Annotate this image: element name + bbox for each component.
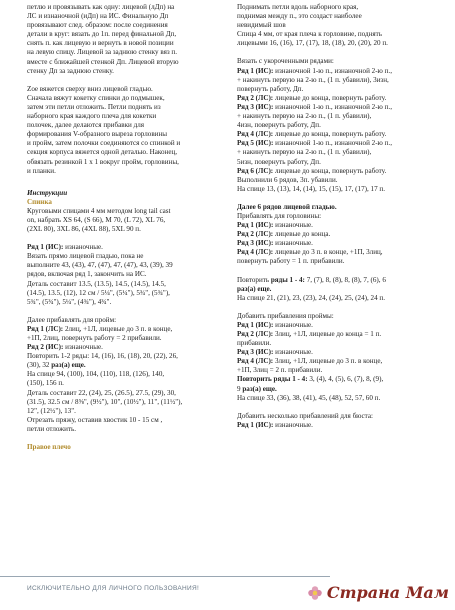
text-line: формирования V-образного выреза горловины bbox=[27, 130, 168, 139]
pickup-paragraph bbox=[237, 3, 437, 48]
short-rows-intro: Вязать с укороченными рядами: bbox=[237, 57, 334, 66]
stitch-total-paragraph bbox=[27, 370, 225, 434]
text-line: выполните 43, (43), 47, (47), 47, (47), 43, (39), 39 bbox=[27, 261, 173, 270]
text-line: петлю и провязывать как одну: лицевой (лДп) на bbox=[27, 3, 175, 11]
overview-paragraph bbox=[27, 85, 225, 176]
text-line: 12", (12½"), 13". bbox=[27, 406, 76, 415]
left-column bbox=[27, 3, 225, 452]
text-line: петли отложить. bbox=[27, 424, 77, 433]
instruction-row: Ряд 2 (ЛС): 3лиц, +1Л, лицевые до конца = 1 п. прибавили. bbox=[237, 330, 382, 348]
footer-divider bbox=[0, 576, 330, 577]
site-watermark bbox=[306, 582, 449, 604]
bust-intro: Добавить несколько прибавлений для бюста: bbox=[237, 411, 373, 420]
instruction-row: Ряд 4 (ЛС): 3лиц, +1Л, лицевые до 3 п. в конце, +1П, 3лиц = 2 п. прибавили. bbox=[237, 357, 383, 375]
text-line: Сначала вяжут кокетку спинки до подмышек, bbox=[27, 93, 165, 102]
right-column bbox=[237, 3, 437, 430]
instruction-row: Ряд 1 (ИС): изнаночной 1-ю п., изнаночной 2-ю п., + накинуть первую на 2-ю п., (1 п. убавили), 3изн, повернуть работу, Дп. bbox=[237, 66, 392, 93]
neck-intro: Прибавлять для горловины: bbox=[237, 211, 322, 220]
text-line: Поднимать петли вдоль наборного края, bbox=[237, 3, 359, 11]
text-line: (2XL 80), 3XL 86, (4XL 88), 5XL 90 п. bbox=[27, 225, 141, 234]
instruction-row: Ряд 2 (ЛС): лицевые до конца, повернуть работу. bbox=[237, 93, 387, 102]
text-line: поднимая между п., это создаст наиболее bbox=[237, 12, 362, 21]
instruction-row: Ряд 4 (ЛС): лицевые до 3 п. в конце, +1П, 3лиц, повернуть работу = 1 п. прибавили. bbox=[237, 248, 383, 266]
repeat-rows-end: (30), 32 раз(а) еще. bbox=[27, 361, 86, 370]
neck-repeat: Повторить ряды 1 - 4: 7, (7), 8, (8), 8, (8), 7, (6), 6 bbox=[237, 275, 386, 284]
watermark-text: Страна Мам bbox=[326, 583, 449, 603]
armhole-total: На спице 33, (36), 38, (41), 45, (48), 52, 57, 60 п. bbox=[237, 393, 381, 402]
armhole-intro: Добавить прибавления проймы: bbox=[237, 311, 334, 320]
neck-rows-list bbox=[237, 221, 437, 266]
row-2-purl: Ряд 2 (ИС): изнаночные. bbox=[27, 343, 103, 352]
neck-total: На спице 21, (21), 23, (23), 24, (24), 25, (24), 24 п. bbox=[237, 293, 385, 302]
instruction-row: Ряд 1 (ИС): изнаночные. bbox=[237, 320, 313, 329]
instruction-row: Ряд 6 (ЛС): лицевые до конца, повернуть работу. Выполнили 6 рядов, 3п. убавили. На спице 13, (13), 14, (14), 15, (15), 17, (17), 17 п. bbox=[237, 166, 387, 193]
straight-knit-paragraph bbox=[27, 252, 225, 307]
instruction-row: Ряд 5 (ИС): изнаночной 1-ю п., изнаночной 2-ю п., + накинуть первую на 2-ю п., (1 п. убавили), 5изн, повернуть работу, Дп. bbox=[237, 139, 392, 166]
right-shoulder-heading: Правое плечо bbox=[27, 443, 71, 452]
text-line: лицевыми 16, (16), 17, (17), 18, (18), 20, (20), 20 п. bbox=[237, 39, 388, 48]
text-line: 5¾", (5¾"), 5¼", (4¾"), 4¾". bbox=[27, 297, 112, 306]
text-line: невидимый шов bbox=[237, 21, 286, 30]
text-line: провязывают след. образом: после соединения bbox=[27, 21, 168, 30]
text-line: on, набрать XS 64, (S 66), M 70, (L 72), XL 76, bbox=[27, 215, 166, 224]
text-line: и планки. bbox=[27, 166, 56, 175]
footer-notice: ИСКЛЮЧИТЕЛЬНО ДЛЯ ЛИЧНОГО ПОЛЬЗОВАНИЯ! bbox=[27, 585, 200, 592]
neck-repeat-end: раз(а) еще. bbox=[237, 284, 272, 293]
instruction-row: Ряд 3 (ИС): изнаночной 1-ю п., изнаночной 2-ю п., + накинуть первую на 2-ю п., (1 п. убавили), 4изн, повернуть работу, Дп. bbox=[237, 102, 392, 130]
text-line: полочек, далее делаются прибавки для bbox=[27, 121, 144, 130]
text-line: стенку Дп за заднюю стенку. bbox=[27, 66, 114, 75]
text-line: Деталь составит 22, (24), 25, (26.5), 27.5, (29), 30, bbox=[27, 388, 176, 397]
text-line: Деталь составит 13.5, (13.5), 14.5, (14.5), 14.5, bbox=[27, 279, 166, 288]
armhole-rows-list bbox=[237, 321, 437, 376]
increase-intro: Далее прибавлять для пройм: bbox=[27, 315, 117, 324]
text-line: ЛС и изнаночной (иДп) на ИС. Финальную Дп bbox=[27, 12, 169, 21]
text-line: обвязать резинкой 1 х 1 вокруг пройм, горловины, bbox=[27, 157, 179, 166]
text-line: Вязать прямо лицевой гладью, пока не bbox=[27, 252, 144, 261]
instruction-row: Ряд 2 (ЛС): лицевые до конца. bbox=[237, 230, 331, 239]
text-line: На спице 94, (100), 104, (110), 118, (126), 140, bbox=[27, 370, 165, 379]
intro-paragraph bbox=[27, 3, 225, 76]
armhole-repeat-end: 9 раз(а) еще. bbox=[237, 384, 277, 393]
instruction-row: Ряд 3 (ИС): изнаночные. bbox=[237, 239, 313, 248]
short-rows-list bbox=[237, 67, 437, 194]
armhole-repeat: Повторить ряды 1 - 4: 3, (4), 4, (5), 6, (7), 8, (9), bbox=[237, 375, 384, 384]
instructions-heading: Инструкции bbox=[27, 188, 68, 197]
text-line: наборного края каждого плеча для кокетки bbox=[27, 112, 157, 121]
flower-logo-icon bbox=[306, 584, 324, 602]
text-line: и пройм, затем полочки соединяются со спинкой и bbox=[27, 139, 181, 148]
back-heading: Спинка bbox=[27, 197, 52, 206]
instruction-row: Ряд 3 (ИС): изнаночные. bbox=[237, 348, 313, 357]
text-line: Спица 4 мм, от края плеча к горловине, поднять bbox=[237, 30, 383, 39]
text-line: Отрезать пряжу, оставив хвостик 10 - 15 см , bbox=[27, 415, 163, 424]
text-line: (14.5), 13.5, (12), 12 см / 5¼", (5¼"), 5¾", (5¾"), bbox=[27, 288, 170, 297]
text-line: секция корпуса вяжется одной деталью. Наконец, bbox=[27, 148, 178, 157]
repeat-rows: Повторить 1-2 ряды: 14, (16), 16, (18), 20, (22), 26, bbox=[27, 352, 178, 361]
text-line: вместе с ближайшей стенкой Дп. Лицевой вторую bbox=[27, 57, 179, 66]
cast-on-paragraph bbox=[27, 207, 225, 234]
bust-row-1: Ряд 1 (ИС): изнаночные. bbox=[237, 420, 313, 429]
row-1-purl: Ряд 1 (ИС): изнаночные. bbox=[27, 243, 103, 252]
text-line: на левую спицу. Лицевой за заднюю стенку вяз п. bbox=[27, 48, 177, 57]
row-1-increase: Ряд 1 (ЛС): 2лиц, +1Л, лицевые до 3 п. в конце, +1П, 2лиц, повернуть работу = 2 прибавили. bbox=[27, 324, 173, 342]
stockinette-heading: Далее 6 рядов лицевой гладью. bbox=[237, 202, 337, 211]
text-line: снять п. как лицевую и вернуть в новой позиции bbox=[27, 39, 174, 48]
text-line: рядов, включая ряд 1, закончить на ИС. bbox=[27, 270, 147, 279]
instruction-row: Ряд 4 (ЛС): лицевые до конца, повернуть работу. bbox=[237, 130, 387, 139]
text-line: Круговыми спицами 4 мм методом long tail cast bbox=[27, 206, 171, 215]
text-line: детали в круг: вязать до 1п. перед финальной Дп, bbox=[27, 30, 177, 39]
text-line: Zoe вяжется сверху вниз лицевой гладью. bbox=[27, 84, 153, 93]
text-line: (150), 156 п. bbox=[27, 379, 64, 388]
text-line: затем эти петли отложить. Петли поднять из bbox=[27, 102, 161, 111]
instruction-row: Ряд 1 (ИС): изнаночные. bbox=[237, 221, 313, 230]
text-line: (31.5), 32.5 см / 8⅝", (9½"), 10", (10½"), 11", (11½"), bbox=[27, 397, 183, 406]
